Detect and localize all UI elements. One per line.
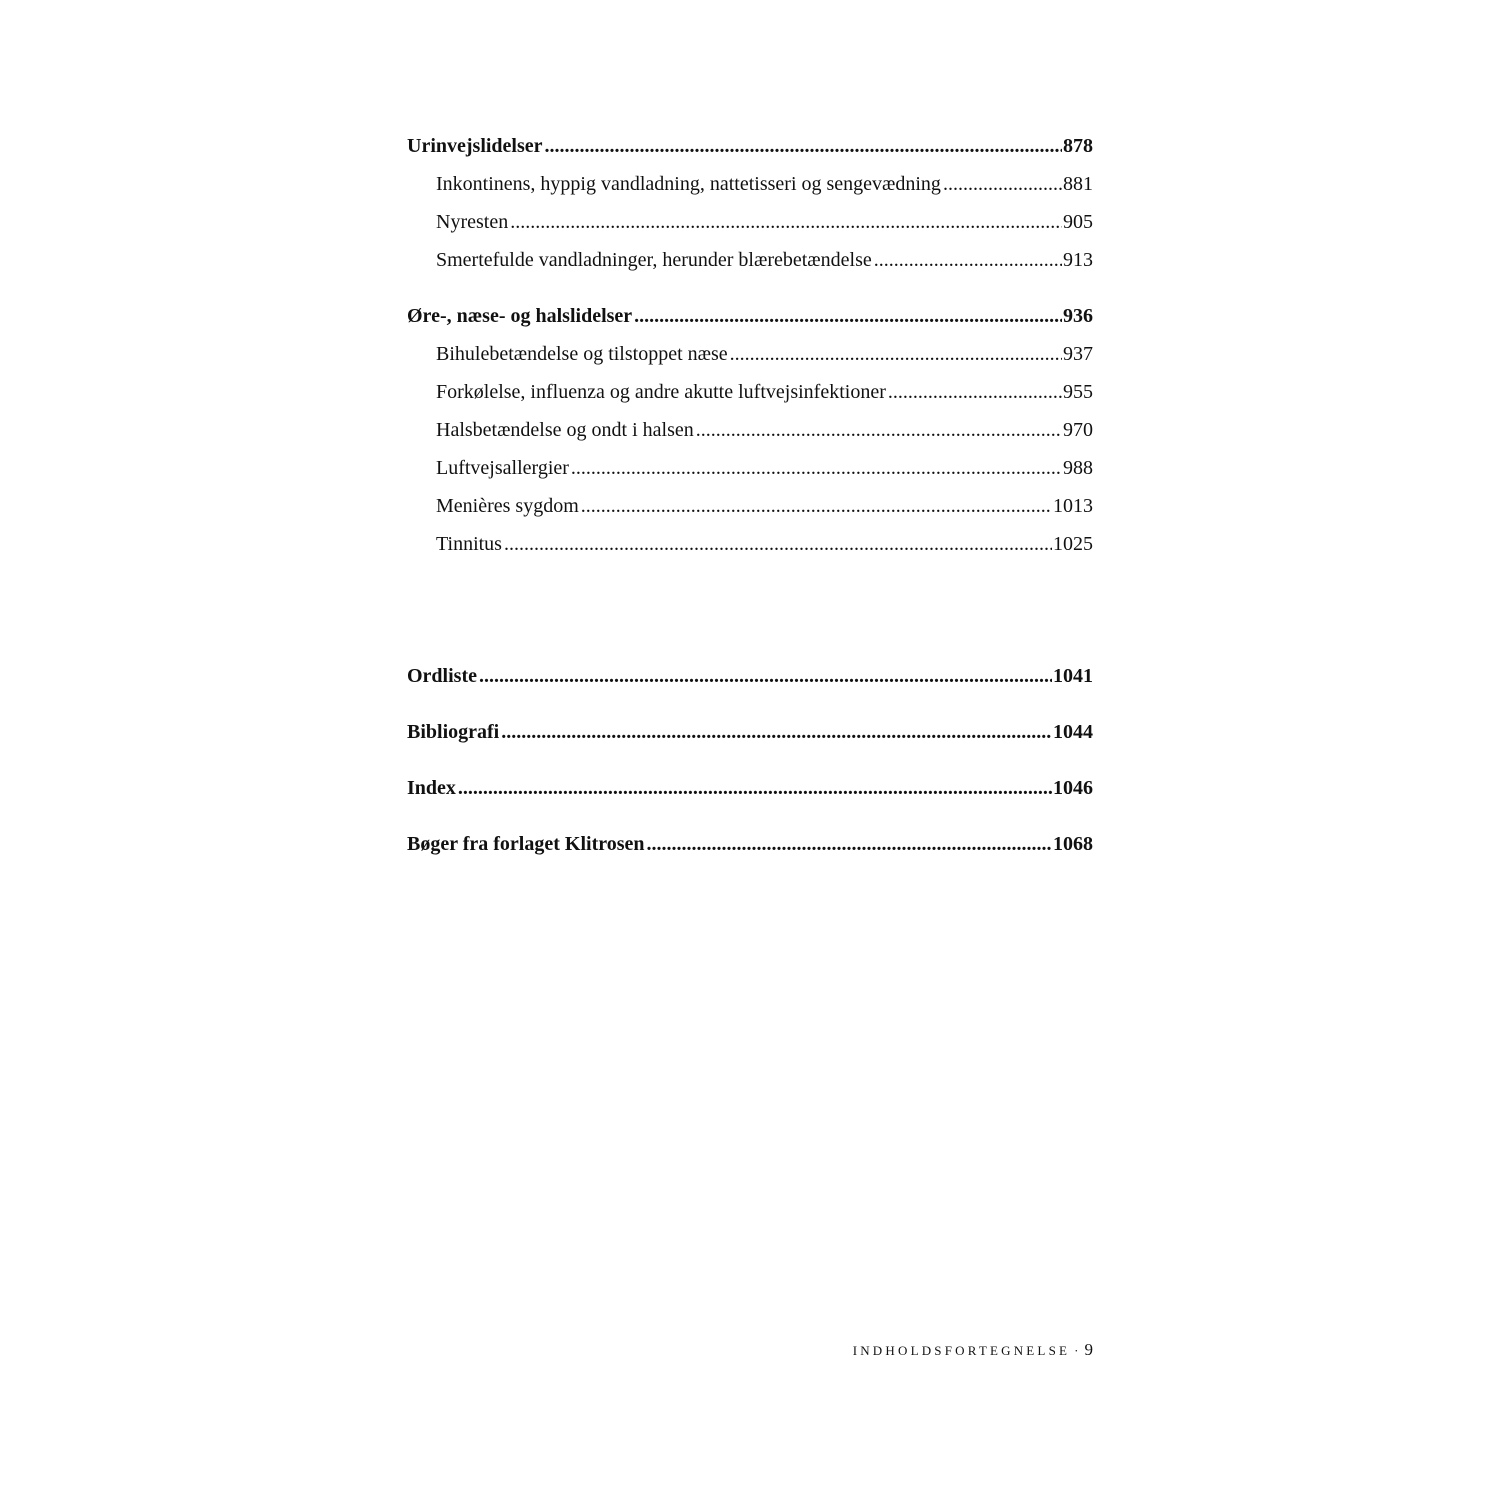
dot-leader bbox=[571, 449, 1062, 487]
toc-section-title: Øre-, næse- og halslidelser bbox=[407, 305, 633, 327]
toc-page-number: 878 bbox=[1063, 135, 1093, 157]
toc-page-number: 1068 bbox=[1053, 833, 1093, 855]
dot-leader bbox=[730, 335, 1062, 373]
dot-leader bbox=[581, 487, 1052, 525]
toc-item bbox=[407, 241, 1093, 279]
toc-item-title: Forkølelse, influenza og andre akutte luftvejsinfektioner bbox=[436, 381, 886, 403]
toc-page-number: 905 bbox=[1063, 211, 1093, 233]
dot-leader bbox=[647, 825, 1052, 863]
dot-leader bbox=[501, 713, 1052, 751]
section-spacer bbox=[407, 751, 1093, 769]
toc-page-number: 988 bbox=[1063, 457, 1093, 479]
toc-page-number: 955 bbox=[1063, 381, 1093, 403]
dot-leader bbox=[888, 373, 1062, 411]
section-spacer bbox=[407, 279, 1093, 297]
toc-section-title: Bibliografi bbox=[407, 721, 500, 743]
toc-page-number: 881 bbox=[1063, 173, 1093, 195]
toc-appendix-ordliste bbox=[407, 657, 1093, 695]
dot-leader bbox=[696, 411, 1062, 449]
toc-section-title: Bøger fra forlaget Klitrosen bbox=[407, 833, 645, 855]
toc-page-number: 1046 bbox=[1053, 777, 1093, 799]
toc-item bbox=[407, 449, 1093, 487]
toc-item bbox=[407, 411, 1093, 449]
toc-appendix-boeger bbox=[407, 825, 1093, 863]
toc-page-number: 913 bbox=[1063, 249, 1093, 271]
toc-page-number: 937 bbox=[1063, 343, 1093, 365]
section-spacer bbox=[407, 563, 1093, 657]
toc-item-title: Luftvejsallergier bbox=[436, 457, 569, 479]
toc-item-title: Tinnitus bbox=[436, 533, 502, 555]
toc-item bbox=[407, 487, 1093, 525]
section-spacer bbox=[407, 807, 1093, 825]
toc-appendix-index bbox=[407, 769, 1093, 807]
page-number: 9 bbox=[1084, 1340, 1093, 1359]
toc-section-title: Urinvejslidelser bbox=[407, 135, 543, 157]
toc-appendix-bibliografi bbox=[407, 713, 1093, 751]
toc-page-number: 1013 bbox=[1053, 495, 1093, 517]
toc-section-title: Ordliste bbox=[407, 665, 477, 687]
toc-section-oere-naese-hals bbox=[407, 297, 1093, 335]
toc-section-title: Index bbox=[407, 777, 456, 799]
toc-item-title: Nyresten bbox=[436, 211, 509, 233]
toc-item bbox=[407, 165, 1093, 203]
dot-leader bbox=[943, 165, 1062, 203]
toc-item-title: Smertefulde vandladninger, herunder blærebetændelse bbox=[436, 249, 872, 271]
toc-item bbox=[407, 525, 1093, 563]
toc-page-number: 1044 bbox=[1053, 721, 1093, 743]
footer-separator: · bbox=[1074, 1343, 1079, 1358]
section-spacer bbox=[407, 695, 1093, 713]
dot-leader bbox=[634, 297, 1062, 335]
dot-leader bbox=[479, 657, 1052, 695]
toc-section-urinvejslidelser bbox=[407, 127, 1093, 165]
toc-item-title: Menières sygdom bbox=[436, 495, 579, 517]
table-of-contents bbox=[407, 127, 1093, 863]
toc-page-number: 970 bbox=[1063, 419, 1093, 441]
toc-item bbox=[407, 373, 1093, 411]
toc-page-number: 1041 bbox=[1053, 665, 1093, 687]
toc-item-title: Inkontinens, hyppig vandladning, nattetisseri og sengevædning bbox=[436, 173, 941, 195]
page-footer bbox=[853, 1340, 1093, 1360]
toc-page-number: 1025 bbox=[1053, 533, 1093, 555]
toc-page-number: 936 bbox=[1063, 305, 1093, 327]
dot-leader bbox=[510, 203, 1062, 241]
dot-leader bbox=[874, 241, 1062, 279]
toc-item-title: Halsbetændelse og ondt i halsen bbox=[436, 419, 694, 441]
dot-leader bbox=[545, 127, 1062, 165]
toc-item bbox=[407, 203, 1093, 241]
dot-leader bbox=[504, 525, 1052, 563]
running-head: INDHOLDSFORTEGNELSE bbox=[852, 1343, 1071, 1358]
dot-leader bbox=[458, 769, 1052, 807]
toc-item bbox=[407, 335, 1093, 373]
toc-item-title: Bihulebetændelse og tilstoppet næse bbox=[436, 343, 728, 365]
